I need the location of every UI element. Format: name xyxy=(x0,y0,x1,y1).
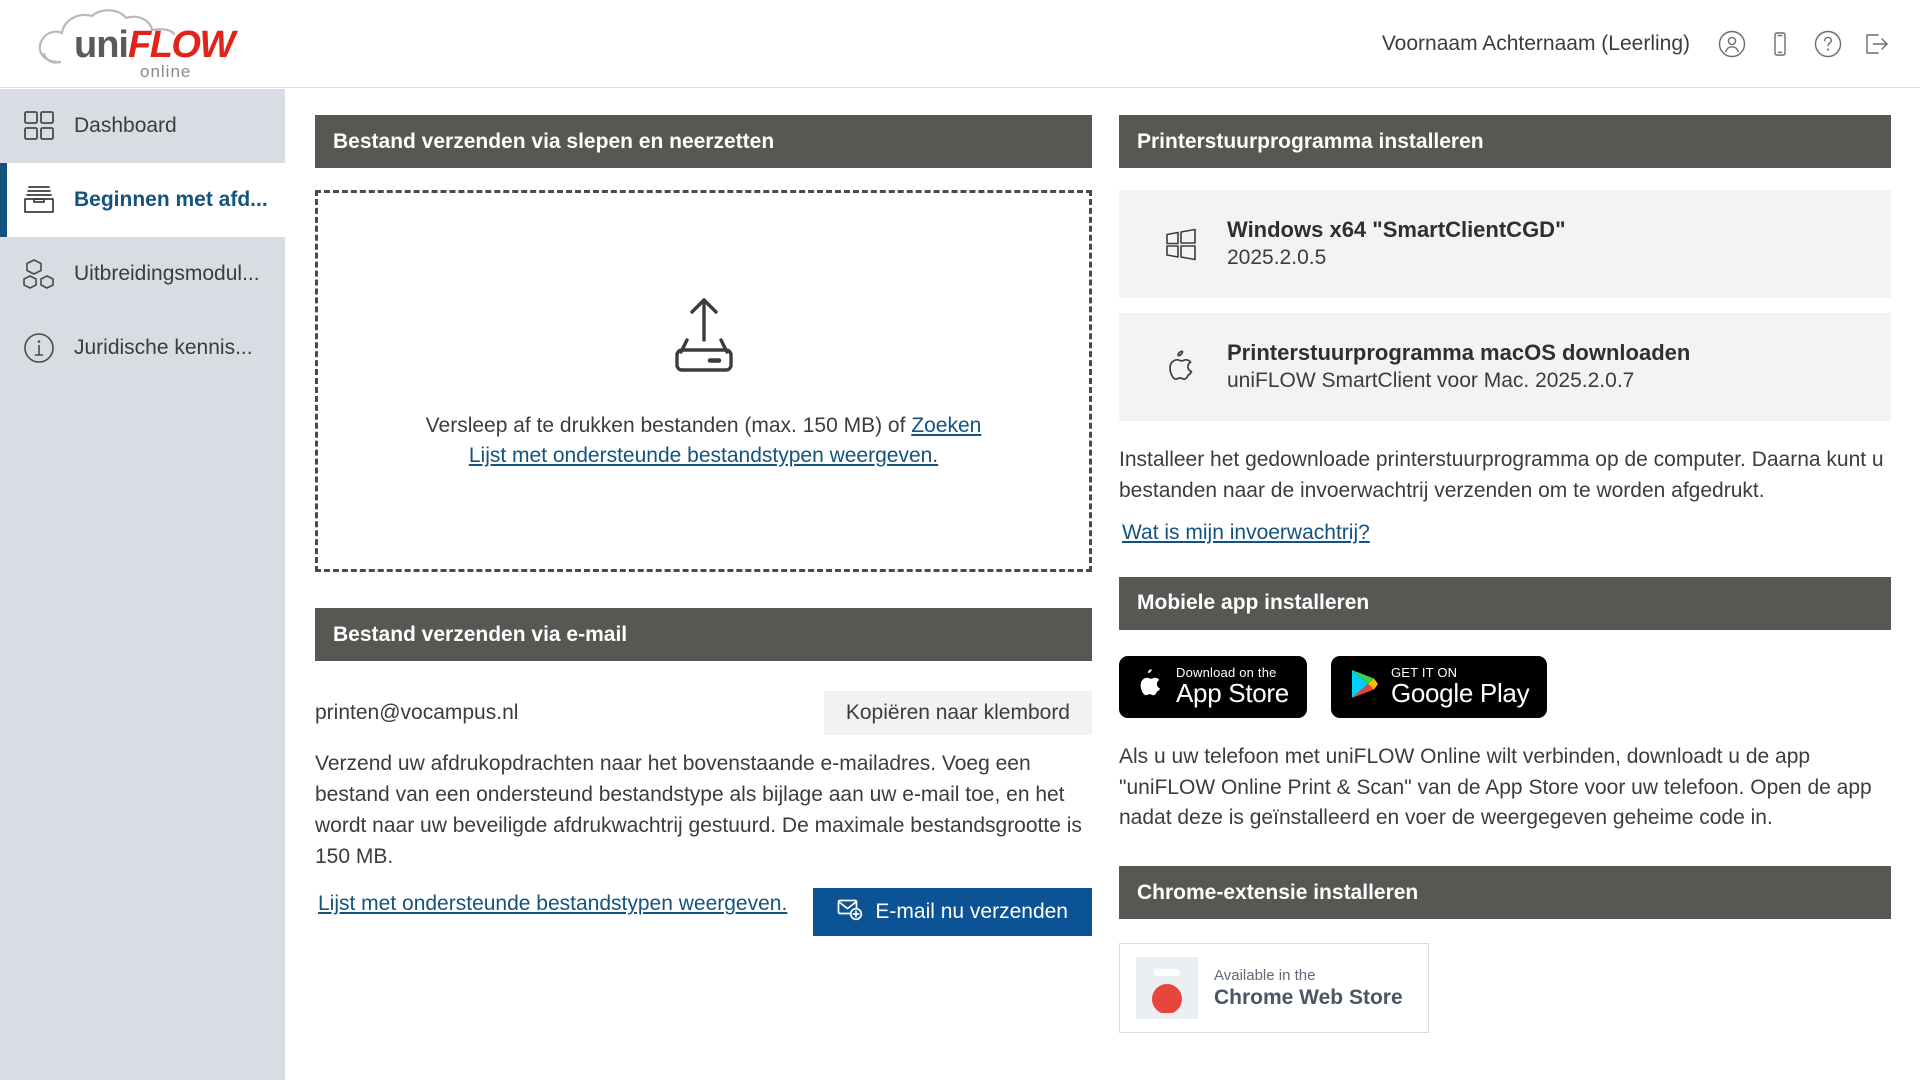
sidebar-item-dashboard[interactable] xyxy=(0,89,285,163)
email-panel xyxy=(315,608,1092,924)
logo-wordmark xyxy=(74,26,234,64)
info-icon xyxy=(18,327,60,369)
logo-online-text: online xyxy=(140,62,192,81)
grid-icon xyxy=(18,105,60,147)
apple-logo-icon xyxy=(1137,668,1164,705)
browse-files-link[interactable]: Zoeken xyxy=(911,413,982,437)
store-badges xyxy=(1119,656,1891,718)
chrome-web-store-badge[interactable] xyxy=(1119,943,1429,1033)
dropzone-instruction xyxy=(426,411,982,441)
email-supported-filetypes-link[interactable]: Lijst met ondersteunde bestandstypen weergeven. xyxy=(318,892,788,916)
chrome-badge-large-label: Chrome Web Store xyxy=(1214,985,1403,1009)
logo-uni-text: uni xyxy=(74,24,128,66)
driver-item-windows[interactable] xyxy=(1119,190,1891,298)
logo-flow-text: FLOW xyxy=(127,24,234,66)
google-play-triangle-icon xyxy=(1349,668,1379,705)
chrome-badge-text xyxy=(1214,967,1403,1010)
sidebar-item-beginnen-met-afdrukken[interactable] xyxy=(0,163,285,237)
google-play-badge[interactable] xyxy=(1331,656,1547,718)
uniflow-logo[interactable] xyxy=(22,4,262,84)
sidebar-item-uitbreidingsmodules[interactable] xyxy=(0,237,285,311)
mobile-panel-title: Mobiele app installeren xyxy=(1119,577,1891,630)
driver-item-macos[interactable] xyxy=(1119,313,1891,421)
app-store-small-label: Download on the xyxy=(1176,664,1277,680)
google-play-small-label: GET IT ON xyxy=(1390,664,1458,680)
sidebar-item-label: Juridische kennis... xyxy=(74,336,253,359)
driver-item-version: 2025.2.0.5 xyxy=(1227,246,1327,270)
supported-filetypes-link[interactable]: Lijst met ondersteunde bestandstypen weergeven. xyxy=(468,443,939,467)
driver-description: Installeer het gedownloade printerstuurprogramma op de computer. Daarna kunt u bestanden naar de invoerwachtrij verzenden om te worden afgedrukt. xyxy=(1119,448,1884,502)
user-name-label: Voornaam Achternaam (Leerling) xyxy=(1381,32,1690,55)
file-dropzone[interactable] xyxy=(315,190,1092,572)
header-actions xyxy=(1382,0,1890,88)
google-play-text xyxy=(1391,666,1529,708)
mobile-app-panel xyxy=(1119,577,1891,835)
boxes-icon xyxy=(18,253,60,295)
logout-icon[interactable] xyxy=(1862,30,1890,58)
help-icon[interactable] xyxy=(1814,30,1842,58)
chrome-extension-panel xyxy=(1119,866,1891,1033)
mobile-app-description: Als u uw telefoon met uniFLOW Online wilt verbinden, downloadt u de app "uniFLOW Online Print & Scan" van de App Store voor uw telefoon. Open de app nadat deze is geïnstalleerd en voer de weergegeven geheime code in. xyxy=(1119,744,1872,830)
driver-item-title: Windows x64 "SmartClientCGD" xyxy=(1227,216,1566,242)
main-content xyxy=(285,89,1920,1080)
driver-item-title: Printerstuurprogramma macOS downloaden xyxy=(1227,339,1691,365)
mobile-device-icon[interactable] xyxy=(1766,30,1794,58)
envelope-add-icon xyxy=(837,897,863,927)
left-column xyxy=(315,115,1092,936)
sidebar-nav xyxy=(0,89,285,1080)
input-queue-help-link[interactable]: Wat is mijn invoerwachtrij? xyxy=(1122,520,1370,544)
email-address-row xyxy=(315,691,1092,735)
sidebar-item-juridische-kennisgeving[interactable] xyxy=(0,311,285,385)
apple-logo-icon xyxy=(1161,345,1201,389)
send-email-now-button[interactable] xyxy=(813,888,1092,936)
app-store-text xyxy=(1176,666,1289,708)
user-profile-icon[interactable] xyxy=(1718,30,1746,58)
driver-item-text xyxy=(1227,339,1690,396)
app-store-badge[interactable] xyxy=(1119,656,1307,718)
send-email-now-label: E-mail nu verzenden xyxy=(875,900,1068,924)
driver-panel xyxy=(1119,115,1891,545)
email-description: Verzend uw afdrukopdrachten naar het bovenstaande e-mailadres. Voeg een bestand van een ondersteund bestandstype als bijlage aan uw e-mail toe, en het wordt naar uw beveiligde afdrukwachtrij gestuurd. De maximale bestandsgrootte is 150 MB. xyxy=(315,752,1082,868)
print-tray-icon xyxy=(18,179,60,221)
driver-panel-title: Printerstuurprogramma installeren xyxy=(1119,115,1891,168)
right-column xyxy=(1119,115,1891,1033)
chrome-panel-title: Chrome-extensie installeren xyxy=(1119,866,1891,919)
email-panel-title: Bestand verzenden via e-mail xyxy=(315,608,1092,661)
chrome-logo-icon xyxy=(1136,957,1198,1019)
app-store-large-label: App Store xyxy=(1176,678,1289,709)
app-header xyxy=(0,0,1920,88)
dropzone-instruction-text: Versleep af te drukken bestanden (max. 150 MB) of xyxy=(425,413,912,437)
sidebar-item-label: Dashboard xyxy=(74,114,177,137)
copy-to-clipboard-button[interactable]: Kopiëren naar klembord xyxy=(824,691,1092,735)
windows-logo-icon xyxy=(1161,222,1201,266)
chrome-badge-small-label: Available in the xyxy=(1214,966,1316,984)
upload-icon xyxy=(661,292,747,383)
print-email-address: printen@vocampus.nl xyxy=(315,701,519,724)
driver-list xyxy=(1119,190,1891,421)
sidebar-item-label: Uitbreidingsmodul... xyxy=(74,262,260,285)
dragdrop-panel-title: Bestand verzenden via slepen en neerzetten xyxy=(315,115,1092,168)
driver-item-text xyxy=(1227,216,1566,273)
driver-item-version: uniFLOW SmartClient voor Mac. 2025.2.0.7 xyxy=(1227,369,1635,393)
google-play-large-label: Google Play xyxy=(1390,678,1530,709)
dragdrop-panel xyxy=(315,115,1092,572)
sidebar-item-label: Beginnen met afd... xyxy=(74,188,268,211)
dropzone-filetypes-row xyxy=(469,441,938,471)
